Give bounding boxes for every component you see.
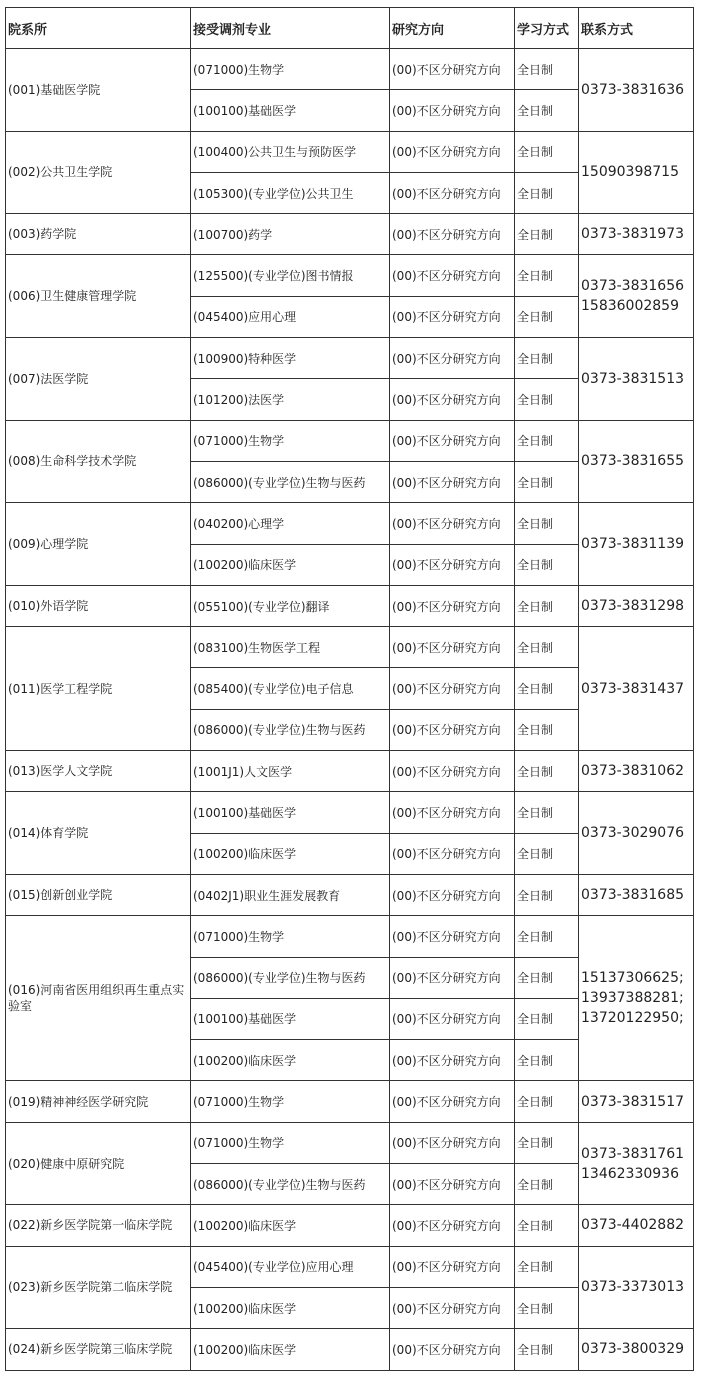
- direction-cell: (00)不区分研究方向: [390, 49, 515, 90]
- department-name: (014)体育学院: [6, 792, 191, 875]
- major-cell: (071000)生物学: [191, 49, 390, 90]
- contact-phone: 0373-3831513: [579, 338, 694, 421]
- table-row: [6, 1205, 694, 1246]
- study-mode-cell: 全日制: [515, 1329, 579, 1370]
- study-mode-cell: 全日制: [515, 49, 579, 90]
- header-direction: 研究方向: [390, 8, 515, 49]
- major-cell: (071000)生物学: [191, 1122, 390, 1163]
- department-name: (001)基础医学院: [6, 49, 191, 132]
- major-cell: (086000)(专业学位)生物与医药: [191, 461, 390, 502]
- table-row: [6, 131, 694, 172]
- major-cell: (055100)(专业学位)翻译: [191, 585, 390, 626]
- study-mode-cell: 全日制: [515, 751, 579, 792]
- major-cell: (071000)生物学: [191, 916, 390, 957]
- study-mode-cell: 全日制: [515, 461, 579, 502]
- direction-cell: (00)不区分研究方向: [390, 1081, 515, 1122]
- contact-phone: 0373-3831139: [579, 503, 694, 586]
- header-department: 院系所: [6, 8, 191, 49]
- contact-phone: 0373-3831685: [579, 874, 694, 915]
- table-row: [6, 916, 694, 957]
- direction-cell: (00)不区分研究方向: [390, 1164, 515, 1205]
- direction-cell: (00)不区分研究方向: [390, 1246, 515, 1287]
- major-cell: (125500)(专业学位)图书情报: [191, 255, 390, 296]
- table-row: [6, 338, 694, 379]
- table-row: [6, 792, 694, 833]
- study-mode-cell: 全日制: [515, 1287, 579, 1328]
- major-cell: (086000)(专业学位)生物与医药: [191, 957, 390, 998]
- direction-cell: (00)不区分研究方向: [390, 668, 515, 709]
- department-name: (023)新乡医学院第二临床学院: [6, 1246, 191, 1329]
- header-major: 接受调剂专业: [191, 8, 390, 49]
- major-cell: (071000)生物学: [191, 1081, 390, 1122]
- department-name: (010)外语学院: [6, 585, 191, 626]
- major-cell: (100200)临床医学: [191, 833, 390, 874]
- study-mode-cell: 全日制: [515, 1205, 579, 1246]
- table-row: [6, 503, 694, 544]
- study-mode-cell: 全日制: [515, 214, 579, 255]
- direction-cell: (00)不区分研究方向: [390, 90, 515, 131]
- study-mode-cell: 全日制: [515, 792, 579, 833]
- table-row: [6, 585, 694, 626]
- study-mode-cell: 全日制: [515, 668, 579, 709]
- header-row: [6, 8, 694, 49]
- study-mode-cell: 全日制: [515, 503, 579, 544]
- contact-phone: 0373-3831437: [579, 627, 694, 751]
- contact-phone: 0373-3831517: [579, 1081, 694, 1122]
- contact-phone: 0373-3373013: [579, 1246, 694, 1329]
- table-row: [6, 255, 694, 296]
- study-mode-cell: 全日制: [515, 255, 579, 296]
- direction-cell: (00)不区分研究方向: [390, 172, 515, 213]
- table-row: [6, 1246, 694, 1287]
- major-cell: (086000)(专业学位)生物与医药: [191, 709, 390, 750]
- study-mode-cell: 全日制: [515, 296, 579, 337]
- department-name: (007)法医学院: [6, 338, 191, 421]
- table-row: [6, 874, 694, 915]
- direction-cell: (00)不区分研究方向: [390, 751, 515, 792]
- direction-cell: (00)不区分研究方向: [390, 627, 515, 668]
- study-mode-cell: 全日制: [515, 1164, 579, 1205]
- direction-cell: (00)不区分研究方向: [390, 792, 515, 833]
- study-mode-cell: 全日制: [515, 420, 579, 461]
- contact-phone: 0373-3831062: [579, 751, 694, 792]
- department-name: (016)河南省医用组织再生重点实验室: [6, 916, 191, 1081]
- direction-cell: (00)不区分研究方向: [390, 833, 515, 874]
- table-row: [6, 49, 694, 90]
- direction-cell: (00)不区分研究方向: [390, 998, 515, 1039]
- table-body: [6, 49, 694, 1371]
- major-cell: (071000)生物学: [191, 420, 390, 461]
- study-mode-cell: 全日制: [515, 1122, 579, 1163]
- major-cell: (100200)临床医学: [191, 1040, 390, 1081]
- direction-cell: (00)不区分研究方向: [390, 255, 515, 296]
- department-name: (002)公共卫生学院: [6, 131, 191, 214]
- study-mode-cell: 全日制: [515, 1246, 579, 1287]
- contact-phone: 0373-3800329: [579, 1329, 694, 1370]
- table-row: [6, 1122, 694, 1163]
- department-name: (013)医学人文学院: [6, 751, 191, 792]
- table-row: [6, 751, 694, 792]
- adjustment-table: [5, 7, 694, 1371]
- major-cell: (045400)应用心理: [191, 296, 390, 337]
- department-name: (011)医学工程学院: [6, 627, 191, 751]
- table-row: [6, 1081, 694, 1122]
- direction-cell: (00)不区分研究方向: [390, 957, 515, 998]
- contact-phone: 15137306625; 13937388281; 13720122950;: [579, 916, 694, 1081]
- department-name: (020)健康中原研究院: [6, 1122, 191, 1205]
- table-row: [6, 420, 694, 461]
- major-cell: (105300)(专业学位)公共卫生: [191, 172, 390, 213]
- major-cell: (100700)药学: [191, 214, 390, 255]
- department-name: (015)创新创业学院: [6, 874, 191, 915]
- major-cell: (100100)基础医学: [191, 792, 390, 833]
- department-name: (009)心理学院: [6, 503, 191, 586]
- direction-cell: (00)不区分研究方向: [390, 379, 515, 420]
- contact-phone: 0373-3831636: [579, 49, 694, 132]
- major-cell: (040200)心理学: [191, 503, 390, 544]
- contact-phone: 0373-3831761 13462330936: [579, 1122, 694, 1205]
- major-cell: (085400)(专业学位)电子信息: [191, 668, 390, 709]
- direction-cell: (00)不区分研究方向: [390, 214, 515, 255]
- direction-cell: (00)不区分研究方向: [390, 585, 515, 626]
- direction-cell: (00)不区分研究方向: [390, 1329, 515, 1370]
- direction-cell: (00)不区分研究方向: [390, 461, 515, 502]
- table-row: [6, 214, 694, 255]
- study-mode-cell: 全日制: [515, 627, 579, 668]
- study-mode-cell: 全日制: [515, 379, 579, 420]
- direction-cell: (00)不区分研究方向: [390, 1287, 515, 1328]
- contact-phone: 0373-3831298: [579, 585, 694, 626]
- study-mode-cell: 全日制: [515, 585, 579, 626]
- direction-cell: (00)不区分研究方向: [390, 296, 515, 337]
- study-mode-cell: 全日制: [515, 338, 579, 379]
- major-cell: (100200)临床医学: [191, 1205, 390, 1246]
- direction-cell: (00)不区分研究方向: [390, 503, 515, 544]
- study-mode-cell: 全日制: [515, 1040, 579, 1081]
- study-mode-cell: 全日制: [515, 544, 579, 585]
- major-cell: (0402J1)职业生涯发展教育: [191, 874, 390, 915]
- adjustment-table-container: [5, 7, 694, 1371]
- study-mode-cell: 全日制: [515, 833, 579, 874]
- study-mode-cell: 全日制: [515, 998, 579, 1039]
- contact-phone: 0373-4402882: [579, 1205, 694, 1246]
- study-mode-cell: 全日制: [515, 957, 579, 998]
- major-cell: (083100)生物医学工程: [191, 627, 390, 668]
- direction-cell: (00)不区分研究方向: [390, 338, 515, 379]
- contact-phone: 0373-3831655: [579, 420, 694, 503]
- direction-cell: (00)不区分研究方向: [390, 1205, 515, 1246]
- major-cell: (045400)(专业学位)应用心理: [191, 1246, 390, 1287]
- major-cell: (100100)基础医学: [191, 90, 390, 131]
- major-cell: (100200)临床医学: [191, 1287, 390, 1328]
- major-cell: (086000)(专业学位)生物与医药: [191, 1164, 390, 1205]
- department-name: (008)生命科学技术学院: [6, 420, 191, 503]
- study-mode-cell: 全日制: [515, 874, 579, 915]
- department-name: (003)药学院: [6, 214, 191, 255]
- table-row: [6, 627, 694, 668]
- major-cell: (101200)法医学: [191, 379, 390, 420]
- department-name: (022)新乡医学院第一临床学院: [6, 1205, 191, 1246]
- header-contact: 联系方式: [579, 8, 694, 49]
- major-cell: (100200)临床医学: [191, 544, 390, 585]
- study-mode-cell: 全日制: [515, 90, 579, 131]
- header-study-mode: 学习方式: [515, 8, 579, 49]
- major-cell: (1001J1)人文医学: [191, 751, 390, 792]
- department-name: (024)新乡医学院第三临床学院: [6, 1329, 191, 1370]
- table-row: [6, 1329, 694, 1370]
- department-name: (006)卫生健康管理学院: [6, 255, 191, 338]
- study-mode-cell: 全日制: [515, 709, 579, 750]
- study-mode-cell: 全日制: [515, 172, 579, 213]
- study-mode-cell: 全日制: [515, 916, 579, 957]
- direction-cell: (00)不区分研究方向: [390, 1122, 515, 1163]
- direction-cell: (00)不区分研究方向: [390, 1040, 515, 1081]
- department-name: (019)精神神经医学研究院: [6, 1081, 191, 1122]
- major-cell: (100100)基础医学: [191, 998, 390, 1039]
- contact-phone: 0373-3831656 15836002859: [579, 255, 694, 338]
- direction-cell: (00)不区分研究方向: [390, 916, 515, 957]
- direction-cell: (00)不区分研究方向: [390, 131, 515, 172]
- major-cell: (100200)临床医学: [191, 1329, 390, 1370]
- direction-cell: (00)不区分研究方向: [390, 709, 515, 750]
- direction-cell: (00)不区分研究方向: [390, 544, 515, 585]
- study-mode-cell: 全日制: [515, 131, 579, 172]
- direction-cell: (00)不区分研究方向: [390, 420, 515, 461]
- contact-phone: 0373-3831973: [579, 214, 694, 255]
- contact-phone: 15090398715: [579, 131, 694, 214]
- contact-phone: 0373-3029076: [579, 792, 694, 875]
- major-cell: (100400)公共卫生与预防医学: [191, 131, 390, 172]
- study-mode-cell: 全日制: [515, 1081, 579, 1122]
- major-cell: (100900)特种医学: [191, 338, 390, 379]
- direction-cell: (00)不区分研究方向: [390, 874, 515, 915]
